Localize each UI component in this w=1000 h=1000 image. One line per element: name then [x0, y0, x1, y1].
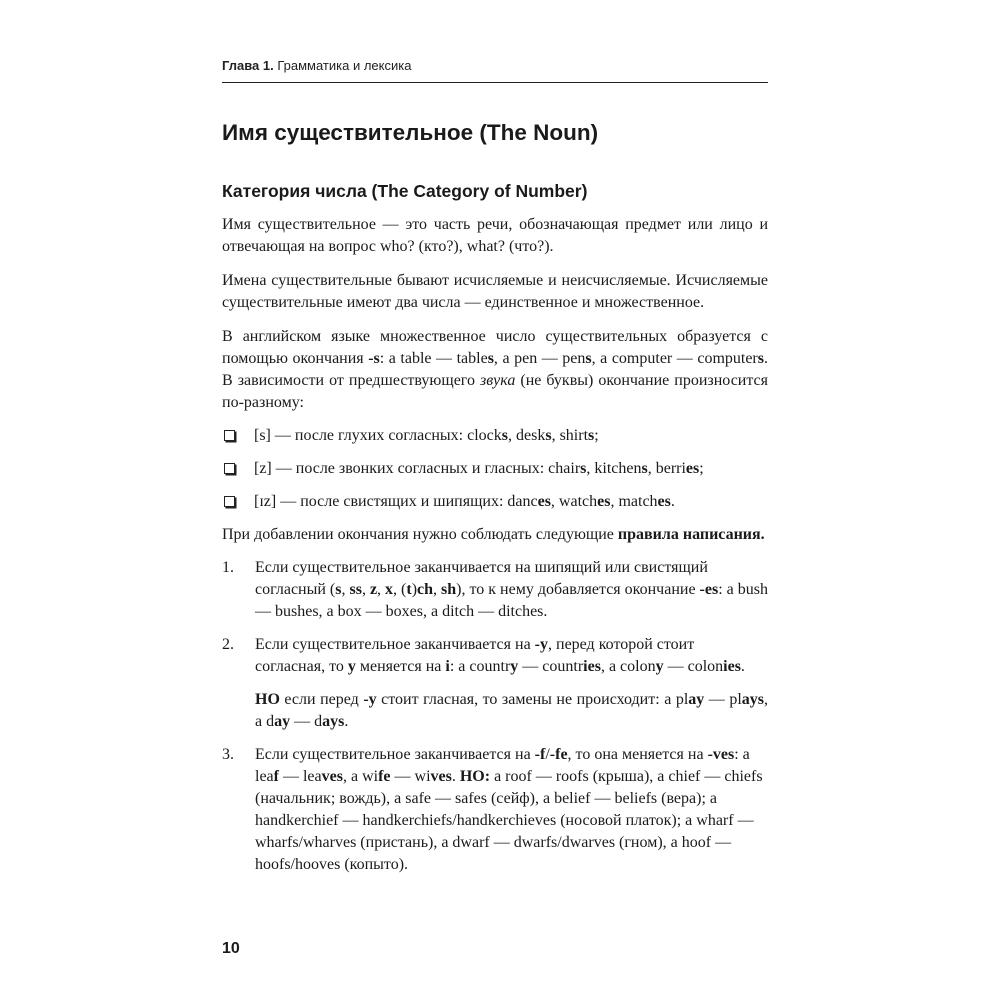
- bold-span: sh: [441, 581, 457, 598]
- chapter-separator: .: [270, 58, 278, 73]
- bold-span: -y: [534, 636, 548, 653]
- chapter-label: Глава 1: [222, 58, 271, 73]
- text-span: ;: [699, 460, 704, 477]
- bold-span: s: [580, 460, 587, 477]
- running-header: [222, 58, 768, 83]
- text-span: Если существительное заканчивается на: [255, 636, 535, 653]
- text-span: ,: [433, 581, 442, 598]
- rule-item: [222, 744, 768, 876]
- text-span: меняется на: [355, 658, 446, 675]
- bold-span: s: [545, 427, 552, 444]
- text-span: , a pen — pen: [493, 350, 586, 367]
- text-span: Если существительное заканчивается на: [255, 746, 535, 763]
- bold-span: y: [655, 658, 664, 675]
- bold-span: s: [641, 460, 648, 477]
- text-span: ;: [594, 427, 599, 444]
- rule-number: 1.: [222, 559, 234, 576]
- bold-span: s: [487, 350, 494, 367]
- text-span: , berri: [647, 460, 686, 477]
- list-item: [222, 425, 768, 447]
- text-span: ,: [377, 581, 386, 598]
- text-span: стоит гласная, то замены не происходит: a pl: [376, 691, 689, 708]
- text-span: : a bush — bushes, a box — boxes, a ditch — ditches.: [255, 581, 768, 620]
- text-span: : a lea: [255, 746, 750, 785]
- bold-span: ss: [349, 581, 362, 598]
- bold-span: -fe: [549, 746, 568, 763]
- text-span: Если существительное заканчивается на шипящий или свистящий согласный (: [255, 559, 708, 598]
- text-span: , (: [393, 581, 407, 598]
- bold-span: НО:: [459, 768, 491, 785]
- page-number: 10: [222, 940, 240, 957]
- list-item: [222, 491, 768, 513]
- bold-span: ay: [688, 691, 705, 708]
- text-span: , a computer — computer: [591, 350, 758, 367]
- text-span: .: [451, 768, 460, 785]
- text-span: если перед: [279, 691, 364, 708]
- text-span: [s] — после глухих согласных: clock: [254, 427, 502, 444]
- text-span: — lea: [278, 768, 322, 785]
- bold-span: -ves: [707, 746, 735, 763]
- bold-span: -es: [699, 581, 719, 598]
- text-span: (не буквы) окончание произносится по-разному:: [222, 372, 768, 411]
- text-span: ,: [361, 581, 370, 598]
- text-span: [ɪz] — после свистящих и шипящих: danc: [254, 493, 538, 510]
- checkbox-bullet-icon: [224, 430, 235, 441]
- bold-span: ays: [741, 691, 765, 708]
- text-span: , shirt: [551, 427, 589, 444]
- spelling-rules-list: [222, 557, 768, 876]
- checkbox-bullet-icon: [224, 463, 235, 474]
- text-span: : a countr: [449, 658, 511, 675]
- bold-span: y: [347, 658, 356, 675]
- body-text: [222, 214, 768, 876]
- bold-span: s: [757, 350, 764, 367]
- bold-span: ies: [583, 658, 601, 675]
- bold-span: t: [406, 581, 412, 598]
- paragraph-countable: Имена существительные бывают исчисляемые и неисчисляемые. Исчисляемые существительные имеют два числа — единственное и множественное.: [222, 272, 768, 311]
- paragraph-plural-formation: [222, 326, 768, 414]
- chapter-title: Грамматика и лексика: [277, 58, 412, 73]
- pronunciation-list: [222, 425, 768, 513]
- text-span: , kitchen: [586, 460, 642, 477]
- text-span: , desk: [508, 427, 546, 444]
- bold-span: ies: [723, 658, 741, 675]
- text-span: , перед которой стоит согласная, то: [255, 636, 695, 675]
- text-span: , то она меняется на: [567, 746, 708, 763]
- section-title: Категория числа (The Category of Number): [222, 181, 588, 201]
- text-span: — colon: [663, 658, 724, 675]
- bold-span: z: [369, 581, 378, 598]
- text-span: — d: [290, 713, 323, 730]
- text-span: .: [344, 713, 349, 730]
- paragraph-definition: Имя существительное — это часть речи, обозначающая предмет или лицо и отвечающая на вопрос who? (кто?), what? (что?).: [222, 216, 768, 255]
- rule-item: [222, 557, 768, 623]
- rule-number: 3.: [222, 746, 234, 763]
- paragraph-spelling-rules: [222, 524, 768, 546]
- page-title: Имя существительное (The Noun): [222, 120, 599, 145]
- bold-span: ch: [417, 581, 434, 598]
- text-span: — pl: [704, 691, 742, 708]
- bold-span: -s: [368, 350, 380, 367]
- text-span: : a table — table: [379, 350, 488, 367]
- bold-span: f: [273, 768, 279, 785]
- text-span: ), то к нему добавляется окончание: [456, 581, 700, 598]
- italic-span: звука: [479, 372, 516, 389]
- bold-span: -y: [363, 691, 377, 708]
- bold-span: правила написания.: [617, 526, 765, 543]
- bold-span: i: [445, 658, 450, 675]
- text-span: При добавлении окончания нужно соблюдать следующие: [222, 526, 618, 543]
- text-span: /: [545, 746, 550, 763]
- text-span: , a colon: [600, 658, 656, 675]
- bold-span: x: [385, 581, 394, 598]
- text-span: . В зависимости от предшествующего: [222, 350, 768, 389]
- text-span: , a d: [255, 691, 769, 730]
- bold-span: -f: [534, 746, 546, 763]
- bold-span: s: [585, 350, 592, 367]
- text-span: , a wi: [342, 768, 379, 785]
- text-span: ,: [341, 581, 350, 598]
- bold-span: es: [597, 493, 611, 510]
- text-span: , match: [610, 493, 658, 510]
- bold-span: es: [685, 460, 700, 477]
- text-span: — wi: [390, 768, 431, 785]
- text-span: , watch: [550, 493, 598, 510]
- bold-span: НО: [255, 691, 280, 708]
- bold-span: es: [537, 493, 551, 510]
- text-span: .: [670, 493, 675, 510]
- bold-span: ves: [321, 768, 343, 785]
- text-span: — countr: [518, 658, 584, 675]
- rule-exception-note: [255, 689, 768, 733]
- text-span: ): [411, 581, 418, 598]
- text-span: В английском языке множественное число существительных образуется с помощью окончания: [222, 328, 768, 367]
- list-item: [222, 458, 768, 480]
- bold-span: s: [335, 581, 342, 598]
- bold-span: y: [510, 658, 519, 675]
- bold-span: s: [588, 427, 595, 444]
- bold-span: ay: [274, 713, 291, 730]
- rule-item: [222, 634, 768, 733]
- text-span: .: [740, 658, 745, 675]
- text-span: a roof — roofs (крыша), a chief — chiefs (начальник; вождь), a safe — safes (сейф), a belief — beliefs (вера); a handkerchief — handkerchiefs/handkerchieves (носовой платок); a wharf — wharfs/wharves (пристань), a dwarf — dwarfs/dwarves (гном), a hoof — hoofs/hooves (копыто).: [255, 768, 763, 873]
- bold-span: ays: [322, 713, 345, 730]
- text-span: [z] — после звонких согласных и гласных: chair: [254, 460, 581, 477]
- bold-span: fe: [378, 768, 391, 785]
- bold-span: ves: [430, 768, 452, 785]
- book-page: [222, 58, 768, 978]
- rule-number: 2.: [222, 636, 234, 653]
- checkbox-bullet-icon: [224, 496, 235, 507]
- bold-span: s: [501, 427, 509, 444]
- bold-span: es: [657, 493, 671, 510]
